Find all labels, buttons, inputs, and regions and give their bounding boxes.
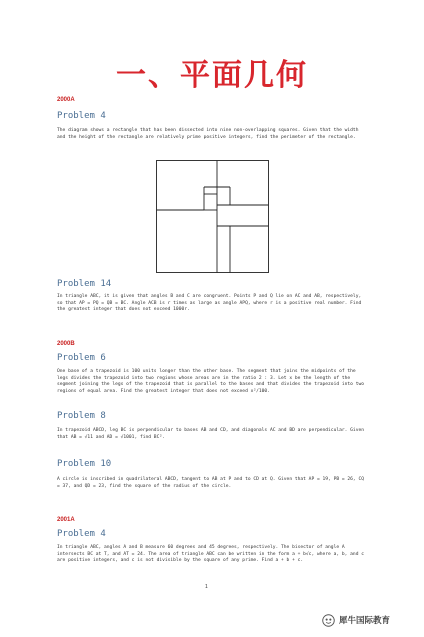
problem-text: In triangle ABC, it is given that angles B and C are congruent. Points P and Q lie on AC and AB, respectively, so that AP = PQ = QB = BC. Angle ACB is r times as large as angle APQ, where r is a positive real number. Find the greatest integer that does not exceed 1000r. (57, 294, 362, 313)
page-number: 1 (205, 584, 208, 590)
problem-text: In triangle ABC, angles A and B measure 60 degrees and 45 degrees, respectively. The bisector of angle A intersects BC at T, and AT = 24. The area of triangle ABC can be written in the form a + b√c, where a, b, and c are positive integers, and c is not divisible by the square of any prime. Find a + b + c. (57, 545, 364, 564)
problem-heading: Problem 6 (57, 353, 106, 363)
problem-heading: Problem 14 (57, 279, 112, 289)
problem-text: One base of a trapezoid is 100 units longer than the other base. The segment that joins the midpoints of the legs divides the trapezoid into two regions whose areas are in the ratio 2 : 3. Let x be the length of the segment joining the legs of the trapezoid that is parallel to the bases and that divides the trapezoid into two regions of equal area. Find the greatest integer that does not exceed x²/100. (57, 369, 364, 394)
watermark (322, 611, 422, 629)
rectangle-squares-figure (156, 160, 269, 273)
outer-rectangle (157, 161, 269, 273)
problem-text: A circle is inscribed in quadrilateral ABCD, tangent to AB at P and to CD at Q. Given that AP = 19, PB = 26, CQ = 37, and QD = 23, find the square of the radius of the circle. (57, 477, 364, 489)
page-title: 一、平面几何 (116, 58, 308, 93)
problem-heading: Problem 10 (57, 459, 112, 469)
section-label-2000a: 2000A (57, 97, 75, 103)
problem-text: In trapezoid ABCD, leg BC is perpendicular to bases AB and CD, and diagonals AC and BD are perpendicular. Given that AB = √11 and AD = √1001, find BC². (57, 428, 364, 440)
section-label-2000b: 2000B (57, 341, 75, 347)
watermark-text: 犀牛国际教育 (339, 616, 391, 626)
problem-heading: Problem 4 (57, 111, 106, 121)
problem-heading: Problem 8 (57, 411, 106, 421)
section-label-2001a: 2001A (57, 517, 75, 523)
problem-heading: Problem 4 (57, 529, 106, 539)
wechat-icon (322, 614, 335, 627)
problem-text: The diagram shows a rectangle that has been dissected into nine non-overlapping squares. Given that the width and the height of the rectangle are relatively prime positive integers, find the perimeter of the rectangle. (57, 128, 359, 140)
